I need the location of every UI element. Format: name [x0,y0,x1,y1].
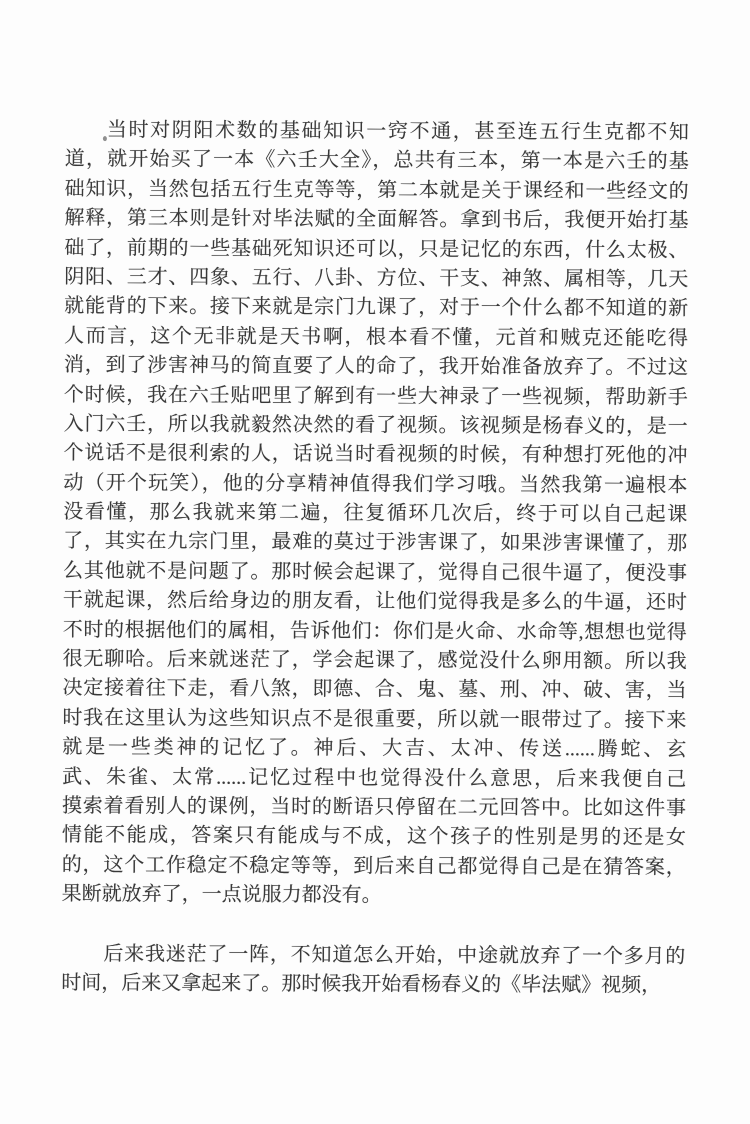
text-line: 动（开个玩笑），他的分享精神值得我们学习哦。当然我第一遍根本 [63,471,688,497]
text-line: 道，就开始买了一本《六壬大全》，总共有三本，第一本是六壬的基 [64,148,689,174]
ink-dot-artifact [103,136,107,141]
text-line: 不时的根据他们的属相，告诉他们：你们是火命、水命等,想想也觉得 [62,618,687,644]
text-line: 当时对阴阳术数的基础知识一窍不通，甚至连五行生克都不知 [106,119,689,144]
paragraph-1 [62,116,689,912]
text-line: 了，其实在九宗门里，最难的莫过于涉害课了，如果涉害课懂了，那 [63,530,688,556]
text-line: 的，这个工作稳定不稳定等等，到后来自己都觉得自己是在猜答案， [61,853,686,879]
text-line: 时间，后来又拿起来了。那时候我开始看杨春义的《毕法赋》视频， [61,971,662,997]
text-line: 础知识，当然包括五行生克等等，第二本就是关于课经和一些经文的 [64,177,689,203]
text-line: 摸索着看别人的课例，当时的断语只停留在二元回答中。比如这件事 [61,794,687,820]
text-line: 就能背的下来。接下来就是宗门九课了，对于一个什么都不知道的新 [64,295,689,321]
text-line: 干就起课，然后给身边的朋友看，让他们觉得我是多么的牛逼，还时 [62,589,687,614]
text-line: 后来我迷茫了一阵，不知道怎么开始，中途就放弃了一个多月的 [103,942,686,968]
text-line: 个说话不是很利索的人，话说当时看视频的时候，有种想打死他的冲 [63,442,688,468]
text-line: 武、朱雀、太常......记忆过程中也觉得没什么意思，后来我便自己 [62,765,687,791]
text-line: 础了，前期的一些基础死知识还可以，只是记忆的东西，什么太极、 [64,236,689,262]
text-line: 么其他就不是问题了。那时候会起课了，觉得自己很牛逼了，便没事 [62,559,688,585]
text-line: 没看懂，那么我就来第二遍，往复循环几次后，终于可以自己起课 [63,501,688,526]
text-line: 阴阳、三才、四象、五行、八卦、方位、干支、神煞、属相等，几天 [64,265,689,291]
body-text [61,116,689,1001]
text-line: 决定接着往下走，看八煞，即德、合、鬼、墓、刑、冲、破、害，当 [62,677,687,703]
text-line: 时我在这里认为这些知识点不是很重要，所以就一眼带过了。接下来 [62,706,687,732]
text-line: 就是一些类神的记忆了。神后、大吉、太冲、传送......腾蛇、玄 [62,736,687,761]
paragraph-2 [61,940,685,1002]
text-line: 很无聊哈。后来就迷茫了，学会起课了，感觉没什么卵用额。所以我 [62,648,687,673]
text-line: 人而言，这个无非就是天书啊，根本看不懂，元首和贼克还能吃得 [63,324,689,350]
text-line: 情能不能成，答案只有能成与不成，这个孩子的性别是男的还是女 [61,824,686,850]
text-line: 入门六壬，所以我就毅然决然的看了视频。该视频是杨春义的，是一 [63,412,688,438]
text-line: 消，到了涉害神马的简直要了人的命了，我开始准备放弃了。不过这 [63,354,688,379]
text-line: 解释，第三本则是针对毕法赋的全面解答。拿到书后，我便开始打基 [64,207,689,232]
text-line: 个时候，我在六壬贴吧里了解到有一些大神录了一些视频，帮助新手 [63,383,688,409]
text-line: 果断就放弃了，一点说服力都没有。 [61,883,382,907]
